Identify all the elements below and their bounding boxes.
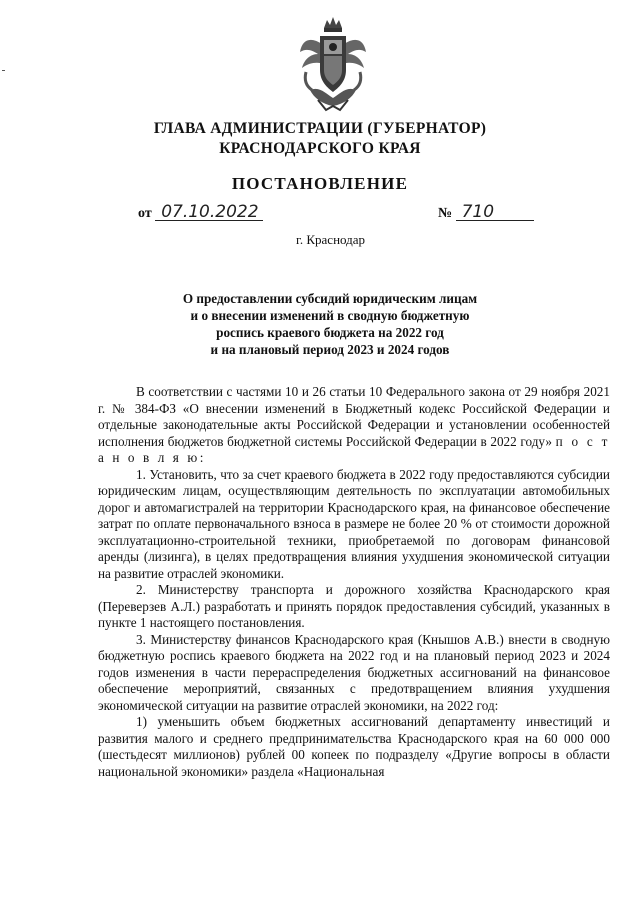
clause-2: 2. Министерству транспорта и дорожного хозяйства Краснодарского края (Переверзев А.Л.) разработать и принять порядок предоставления субсидий, указанных в пункте 1 настоящего постановления. xyxy=(98,582,610,630)
number-value: 710 xyxy=(456,204,534,221)
preamble-paragraph xyxy=(98,384,610,467)
subject-line: О предоставлении субсидий юридическим лицам xyxy=(182,291,478,306)
clause-1: 1. Установить, что за счет краевого бюджета в 2022 году предоставляются субсидии юридическим лицам, осуществляющим деятельность по эксплуатации автомобильных дорог и автомагистралей на территории Краснодарского края, на финансовое обеспечение затрат по оплате первоначального взноса в размере не более 20 % от стоимости дорожной эксплуатационно-строительной техники, приобретаемой по договорам финансовой аренды (лизинга), в целях предотвращения влияния ухудшения экономической ситуации на развитие отраслей экономики. xyxy=(98,466,610,581)
date-label: от xyxy=(138,206,152,221)
clause-3-item-1: 1) уменьшить объем бюджетных ассигнований департаменту инвестиций и развития малого и среднего предпринимательства Краснодарского края на 60 000 000 (шестьдесят миллионов) рублей 00 копеек по подразделу «Другие вопросы в области национальной экономики» раздела «Национальная xyxy=(98,714,610,779)
document-type: ПОСТАНОВЛЕНИЕ xyxy=(231,174,409,193)
document-subject xyxy=(150,290,510,358)
subject-line: и на плановый период 2023 и 2024 годов xyxy=(210,342,450,357)
number-field xyxy=(438,204,534,222)
decree-word: п о с т а н о в л я ю: xyxy=(98,433,611,465)
date-field xyxy=(138,204,263,222)
issuer-title-line1: ГЛАВА АДМИНИСТРАЦИИ (ГУБЕРНАТОР) xyxy=(153,120,487,137)
coat-of-arms-emblem xyxy=(296,14,370,112)
subject-line: роспись краевого бюджета на 2022 год xyxy=(216,325,444,340)
subject-line: и о внесении изменений в сводную бюджетную xyxy=(190,308,470,323)
scan-mark xyxy=(2,70,5,71)
clause-3: 3. Министерству финансов Краснодарского края (Кнышов А.В.) внести в сводную бюджетную роспись краевого бюджета на 2022 год и на плановый период 2023 и 2024 годов изменения в части перераспределения бюджетных ассигнований на финансовое обеспечение мероприятий, связанных с предотвращением влияния ухудшения экономической ситуации на развитие отраслей экономики, на 2022 год: xyxy=(98,631,610,713)
issuer-title-line2: КРАСНОДАРСКОГО КРАЯ xyxy=(219,140,421,157)
preamble-text: В соответствии с частями 10 и 26 статьи 10 Федерального закона от 29 ноября 2021 г. № 384-ФЗ «О внесении изменений в Бюджетный кодекс Российской Федерации и отдельные законодательные акты Российской Федерации и установлении особенностей исполнения бюджетов бюджетной системы Российской Федерации в 2022 году» xyxy=(98,384,610,449)
city-label: г. Краснодар xyxy=(296,232,366,247)
document-body xyxy=(98,384,610,780)
number-label: № xyxy=(438,206,453,221)
date-value: 07.10.2022 xyxy=(155,204,263,221)
